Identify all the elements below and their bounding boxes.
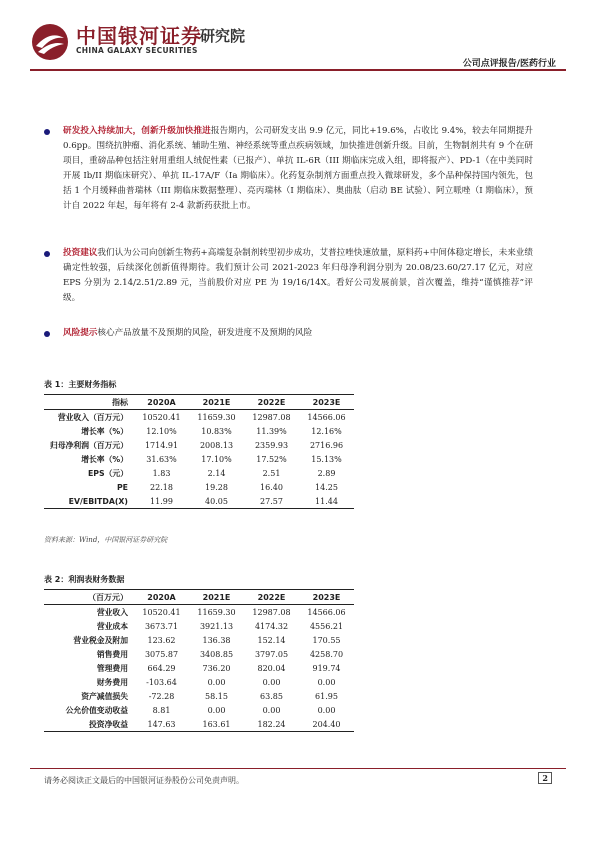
table-row <box>44 480 354 494</box>
row-label: 资产减值损失 <box>81 691 128 701</box>
table-cell: -72.28 <box>148 691 175 701</box>
table-cell: 147.63 <box>147 719 176 729</box>
table-cell: 12987.08 <box>252 607 291 617</box>
rd-highlight: 研发投入持续加大，创新升级加快推进 <box>63 126 211 136</box>
table-cell: 0.00 <box>207 705 226 715</box>
table-header-cell: 2023E <box>312 397 341 407</box>
table-cell: 11.39% <box>256 426 287 436</box>
table-cell: 136.38 <box>202 635 231 645</box>
table-cell: 22.18 <box>150 482 173 492</box>
table-cell: 170.55 <box>312 635 341 645</box>
investment-paragraph <box>63 246 533 306</box>
table-cell: 204.40 <box>312 719 341 729</box>
table-cell: 10520.41 <box>142 607 181 617</box>
table-row <box>44 605 354 620</box>
row-label: 投资净收益 <box>89 719 128 729</box>
table-cell: 4258.70 <box>309 649 344 659</box>
table-cell: 12.16% <box>311 426 342 436</box>
table-cell: 2359.93 <box>254 440 289 450</box>
table-header-cell: 2022E <box>257 397 286 407</box>
row-label: EV/EBITDA(X) <box>68 496 128 506</box>
table-cell: 0.00 <box>207 677 226 687</box>
table-cell: 11.99 <box>150 496 173 506</box>
table-cell: 40.05 <box>205 496 228 506</box>
table-header-cell: 2021E <box>202 397 231 407</box>
row-label: EPS（元） <box>87 468 128 478</box>
company-name-cn: 中国银河证券 <box>76 24 202 48</box>
table-row <box>44 494 354 509</box>
table-header-cell: （百万元） <box>88 592 128 602</box>
bullet-icon <box>44 331 50 337</box>
table-cell: 31.63% <box>146 454 177 464</box>
table-header-cell: 2020A <box>147 397 176 407</box>
company-name-en: CHINA GALAXY SECURITIES <box>76 46 198 55</box>
table-cell: 919.74 <box>312 663 341 673</box>
table-cell: 4556.21 <box>309 621 344 631</box>
table-cell: 2008.13 <box>199 440 234 450</box>
report-type: 公司点评报告/医药行业 <box>462 59 556 69</box>
table1 <box>44 394 354 509</box>
rd-text: 报告期内，公司研发支出 9.9 亿元，同比+19.6%，占收比 9.4%，较去年同期提升 0.6pp。围绕抗肿瘤、消化系统、辅助生殖、神经系统等重点疾病领域，加快推进创新升级。目前，生物制剂共有 9 个在研项目，重磅品种包括注射用重组人绒促性素（已报产）、单抗 IL-6R（III 期临床完成入组，即将报产）、PD-1（在中美同时开展 Ib/II 期临床研究）、单抗 IL-17A/F（Ia 期临床）。化药复杂制剂方面重点投入微球研发，多个品种保持国内领先，包括 1 个月缓释曲普瑞林（III 期临床数据整理）、亮丙瑞林（I 期临床）、奥曲肽（启动 BE 试验）、阿立哌唑（I 期临床），预计自 2022 年起，每年将有 2-4 款新药获批上市。 <box>63 126 533 212</box>
galaxy-logo-icon <box>30 22 70 62</box>
table-cell: 0.00 <box>317 705 336 715</box>
table-cell: 152.14 <box>257 635 286 645</box>
table-cell: 3673.71 <box>144 621 179 631</box>
table-row <box>44 689 354 703</box>
table-cell: 11659.30 <box>197 412 236 422</box>
investment-text: 我们认为公司向创新生物药+高端复杂制剂转型初步成功，艾普拉唑快速放量，原料药+中间体稳定增长，未来业绩确定性较强，后续深化创新值得期待。我们预计公司 2021-2023 年归母净利润分别为 20.08/23.60/27.17 亿元，对应 EPS 分别为 2.14/2.51/2.89 元，当前股价对应 PE 为 19/16/14X。看好公司发展前景，首次覆盖，维持“谨慎推荐”评级。 <box>63 248 533 304</box>
risk-text: 核心产品放量不及预期的风险，研发进度不及预期的风险 <box>97 328 313 338</box>
disclaimer: 请务必阅读正文最后的中国银河证券股份公司免责声明。 <box>44 776 244 785</box>
bullet-icon <box>44 251 50 257</box>
table-cell: 17.10% <box>201 454 232 464</box>
table-cell: 123.62 <box>147 635 176 645</box>
table-row <box>44 466 354 480</box>
row-label: 营业收入 <box>96 607 128 617</box>
table-cell: 3408.85 <box>199 649 234 659</box>
table-cell: 12.10% <box>146 426 177 436</box>
table-cell: -103.64 <box>146 677 177 687</box>
table2-title: 表 2：利润表财务数据 <box>44 575 125 584</box>
table-cell: 2.51 <box>262 468 281 478</box>
table-row <box>44 633 354 647</box>
table-cell: 2.14 <box>207 468 226 478</box>
table-row <box>44 438 354 452</box>
table-cell: 163.61 <box>202 719 231 729</box>
row-label: 营业成本 <box>96 621 128 631</box>
table-row <box>44 717 354 732</box>
table-cell: 0.00 <box>262 705 281 715</box>
risk-paragraph <box>63 326 533 341</box>
rd-paragraph <box>63 124 533 215</box>
table-row <box>44 703 354 717</box>
table-cell: 664.29 <box>147 663 176 673</box>
table-row <box>44 410 354 425</box>
table-cell: 4174.32 <box>254 621 289 631</box>
table-cell: 3075.87 <box>144 649 179 659</box>
row-label: 营业收入（百万元） <box>57 412 128 422</box>
table-cell: 63.85 <box>260 691 283 701</box>
table-cell: 0.00 <box>262 677 281 687</box>
table-cell: 820.04 <box>257 663 286 673</box>
table-cell: 1714.91 <box>144 440 179 450</box>
table-cell: 182.24 <box>257 719 286 729</box>
row-label: PE <box>116 482 128 492</box>
header-divider <box>30 69 566 71</box>
row-label: 管理费用 <box>96 663 128 673</box>
table-cell: 3797.05 <box>254 649 289 659</box>
table-cell: 11659.30 <box>197 607 236 617</box>
table-cell: 14566.06 <box>307 607 346 617</box>
table-cell: 10.83% <box>201 426 232 436</box>
table-row <box>44 675 354 689</box>
table-cell: 16.40 <box>260 482 283 492</box>
table-cell: 61.95 <box>315 691 338 701</box>
institute-name: 研究院 <box>200 27 246 45</box>
table-cell: 736.20 <box>202 663 231 673</box>
table-cell: 14566.06 <box>307 412 346 422</box>
table-row <box>44 647 354 661</box>
page-header <box>0 0 596 70</box>
table-cell: 12987.08 <box>252 412 291 422</box>
table-cell: 19.28 <box>205 482 228 492</box>
row-label: 财务费用 <box>96 677 128 687</box>
row-label: 归母净利润（百万元） <box>50 440 128 450</box>
table-cell: 10520.41 <box>142 412 181 422</box>
table1-title: 表 1：主要财务指标 <box>44 380 117 389</box>
table-header-cell: 指标 <box>112 397 128 407</box>
investment-highlight: 投资建议 <box>63 248 98 258</box>
table-row <box>44 452 354 466</box>
table-cell: 27.57 <box>260 496 283 506</box>
table-header-row <box>44 590 354 605</box>
table2 <box>44 589 354 732</box>
row-label: 营业税金及附加 <box>73 635 128 645</box>
table-header-cell: 2021E <box>202 592 231 602</box>
footer-divider <box>30 768 566 769</box>
table-cell: 17.52% <box>256 454 287 464</box>
table-row <box>44 424 354 438</box>
table-row <box>44 619 354 633</box>
row-label: 增长率（%） <box>81 426 128 436</box>
table-cell: 2716.96 <box>309 440 344 450</box>
table-cell: 11.44 <box>315 496 338 506</box>
page-number: 2 <box>538 772 552 784</box>
table-cell: 8.81 <box>152 705 171 715</box>
table1-source: 资料来源：Wind，中国银河证券研究院 <box>44 536 168 544</box>
table-cell: 15.13% <box>311 454 342 464</box>
table-row <box>44 661 354 675</box>
table-cell: 58.15 <box>205 691 228 701</box>
bullet-icon <box>44 129 50 135</box>
row-label: 增长率（%） <box>81 454 128 464</box>
table-cell: 14.25 <box>315 482 338 492</box>
table-cell: 3921.13 <box>199 621 234 631</box>
row-label: 公允价值变动收益 <box>65 705 128 715</box>
table-header-cell: 2022E <box>257 592 286 602</box>
table-cell: 1.83 <box>152 468 171 478</box>
row-label: 销售费用 <box>96 649 128 659</box>
table-header-cell: 2023E <box>312 592 341 602</box>
risk-highlight: 风险提示 <box>63 328 98 338</box>
table-cell: 0.00 <box>317 677 336 687</box>
table-header-cell: 2020A <box>147 592 176 602</box>
table-cell: 2.89 <box>317 468 336 478</box>
table-header-row <box>44 395 354 410</box>
